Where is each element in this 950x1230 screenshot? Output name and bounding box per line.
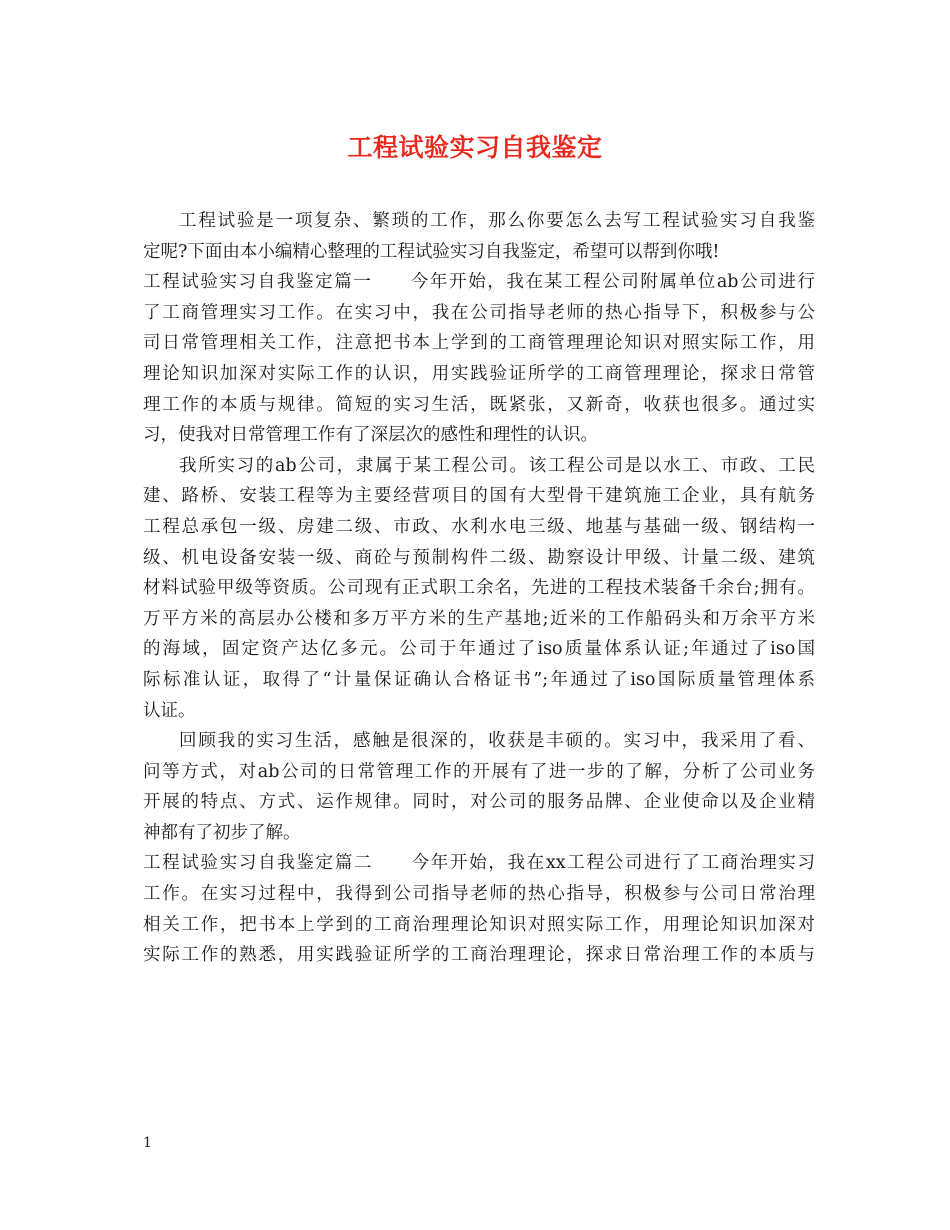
text-line: 我所实习的ab公司，隶属于某工程公司。该工程公司是以水工、市政、工民 (179, 455, 815, 476)
text-line: 定呢?下面由本小编精心整理的工程试验实习自我鉴定，希望可以帮到你哦! (143, 241, 720, 262)
text-line: 回顾我的实习生活，感触是很深的，收获是丰硕的。实习中，我采用了看、 (179, 731, 815, 752)
text-line: 司日常管理相关工作，注意把书本上学到的工商管理理论知识对照实际工作，用 (143, 333, 815, 354)
page-number: 1 (143, 1135, 152, 1151)
text-line: 认证。 (143, 700, 196, 721)
text-line: 实际工作的熟悉，用实践验证所学的工商治理理论，探求日常治理工作的本质与 (143, 945, 815, 966)
text-line: 工程总承包一级、房建二级、市政、水利水电三级、地基与基础一级、钢结构一 (143, 516, 815, 537)
text-line: 理工作的本质与规律。简短的实习生活，既紧张，又新奇，收获也很多。通过实 (143, 394, 815, 415)
text-line: 工程试验实习自我鉴定篇二 今年开始，我在xx工程公司进行了工商治理实习 (143, 853, 815, 874)
text-line: 万平方米的高层办公楼和多万平方米的生产基地;近米的工作船码头和万余平方米 (143, 608, 815, 629)
document-body (143, 206, 815, 971)
text-line: 开展的特点、方式、运作规律。同时，对公司的服务品牌、企业使命以及企业精 (143, 792, 815, 813)
text-line: 相关工作，把书本上学到的工商治理理论知识对照实际工作，用理论知识加深对 (143, 914, 815, 935)
text-line: 材料试验甲级等资质。公司现有正式职工余名，先进的工程技术装备千余台;拥有。 (143, 578, 815, 599)
text-line: 建、路桥、安装工程等为主要经营项目的国有大型骨干建筑施工企业，具有航务 (143, 486, 815, 507)
text-line: 了工商管理实习工作。在实习中，我在公司指导老师的热心指导下，积极参与公 (143, 302, 815, 323)
text-line: 工作。在实习过程中，我得到公司指导老师的热心指导，积极参与公司日常治理 (143, 884, 815, 905)
document-title: 工程试验实习自我鉴定 (347, 133, 603, 162)
text-line: 级、机电设备安装一级、商砼与预制构件二级、勘察设计甲级、计量二级、建筑 (143, 547, 815, 568)
text-line: 习，使我对日常管理工作有了深层次的感性和理性的认识。 (143, 425, 598, 446)
text-line: 际标准认证，取得了“计量保证确认合格证书”;年通过了iso国际质量管理体系 (143, 669, 815, 690)
text-line: 问等方式，对ab公司的日常管理工作的开展有了进一步的了解，分析了公司业务 (143, 761, 815, 782)
text-line: 工程试验是一项复杂、繁琐的工作，那么你要怎么去写工程试验实习自我鉴 (179, 211, 815, 231)
text-line: 理论知识加深对实际工作的认识，用实践验证所学的工商管理理论，探求日常管 (143, 363, 815, 384)
text-line: 神都有了初步了解。 (143, 822, 301, 843)
text-line: 的海域，固定资产达亿多元。公司于年通过了iso质量体系认证;年通过了iso国 (143, 639, 815, 660)
text-line: 工程试验实习自我鉴定篇一 今年开始，我在某工程公司附属单位ab公司进行 (143, 272, 815, 293)
